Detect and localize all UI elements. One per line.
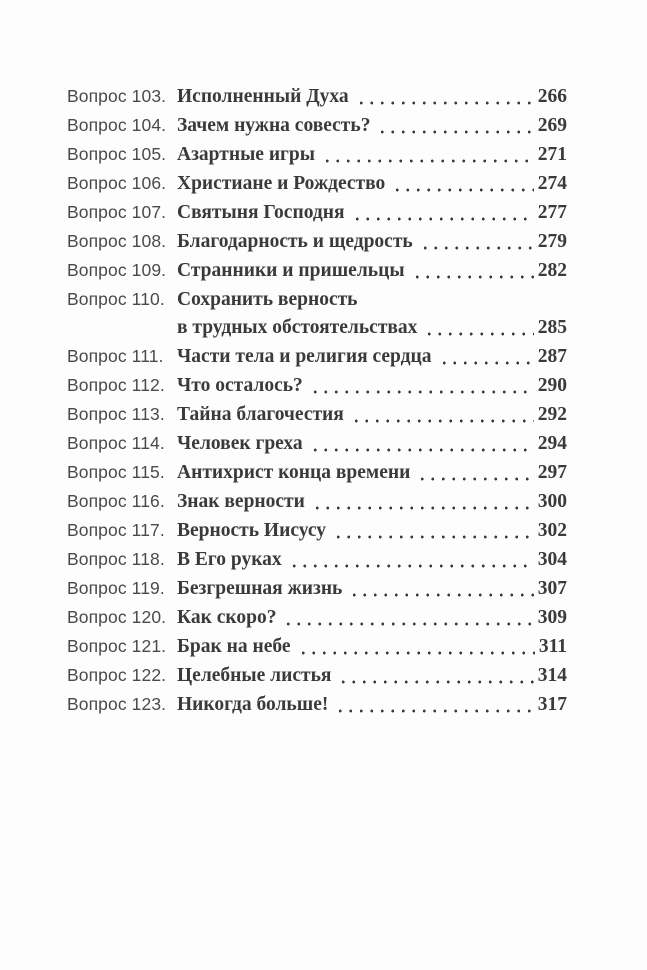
- dot-leader: [320, 140, 534, 169]
- page-number: 294: [537, 433, 567, 454]
- question-number-label: Вопрос 104.: [67, 115, 167, 135]
- entry-title: Что осталось?: [177, 375, 303, 396]
- page-number: 282: [537, 260, 567, 281]
- entry-title: Части тела и религия сердца: [177, 346, 432, 367]
- dot-leader: [354, 82, 534, 111]
- question-number-label: Вопрос 119.: [67, 578, 165, 598]
- entry-title: Брак на небе: [177, 636, 291, 657]
- question-number-label: Вопрос 123.: [67, 694, 167, 714]
- entry-title: Сохранить верность: [177, 289, 358, 310]
- page-number: 266: [537, 86, 567, 107]
- dot-leader: [375, 111, 533, 140]
- dot-leader: [333, 690, 533, 719]
- question-number-label: Вопрос 113.: [67, 404, 165, 424]
- page-number: 285: [537, 317, 567, 338]
- question-number-label: Вопрос 109.: [67, 260, 167, 280]
- dot-leader: [418, 227, 534, 256]
- entry-title: Целебные листья: [177, 665, 332, 686]
- dot-leader: [390, 169, 534, 198]
- toc-entry: [67, 574, 567, 603]
- question-number-label: Вопрос 117.: [67, 520, 165, 540]
- question-number-label: Вопрос 110.: [67, 289, 165, 309]
- question-number-label: Вопрос 115.: [67, 462, 165, 482]
- page-number: 271: [537, 144, 567, 165]
- dot-leader: [437, 342, 534, 371]
- toc-entry: [67, 487, 567, 516]
- dot-leader: [349, 400, 534, 429]
- dot-leader: [331, 516, 534, 545]
- entry-title: Никогда больше!: [177, 694, 329, 715]
- page-number: 279: [537, 231, 567, 252]
- question-number-label: Вопрос 121.: [67, 636, 167, 656]
- entry-title: Знак верности: [177, 491, 305, 512]
- dot-leader: [287, 545, 534, 574]
- dot-leader: [350, 198, 534, 227]
- toc-entry: [67, 82, 567, 111]
- table-of-contents: [67, 82, 567, 719]
- dot-leader: [422, 314, 533, 342]
- page-number: 311: [538, 636, 567, 657]
- page-number: 297: [537, 462, 567, 483]
- dot-leader: [336, 661, 533, 690]
- toc-entry: [67, 169, 567, 198]
- toc-entry: [67, 285, 567, 314]
- question-number-label: Вопрос 108.: [67, 231, 167, 251]
- dot-leader: [296, 632, 535, 661]
- page-number: 317: [537, 694, 567, 715]
- page-number: 314: [537, 665, 567, 686]
- dot-leader: [308, 429, 534, 458]
- dot-leader: [310, 487, 534, 516]
- toc-entry: [67, 632, 567, 661]
- entry-title: в трудных обстоятельствах: [177, 317, 418, 338]
- entry-title: Странники и пришельцы: [177, 260, 405, 281]
- dot-leader: [415, 458, 533, 487]
- question-number-label: Вопрос 106.: [67, 173, 167, 193]
- page-number: 307: [537, 578, 567, 599]
- page-number: 300: [537, 491, 567, 512]
- question-number-label: Вопрос 122.: [67, 665, 167, 685]
- entry-title: Безгрешная жизнь: [177, 578, 343, 599]
- page-number: 290: [537, 375, 567, 396]
- toc-entry: [67, 111, 567, 140]
- question-number-label: Вопрос 120.: [67, 607, 167, 627]
- toc-entry: [67, 227, 567, 256]
- dot-leader: [410, 256, 534, 285]
- question-number-label: Вопрос 116.: [67, 491, 165, 511]
- question-number-label: Вопрос 112.: [67, 375, 165, 395]
- page-number: 269: [537, 115, 567, 136]
- toc-entry: [67, 458, 567, 487]
- question-number-label: Вопрос 105.: [67, 144, 167, 164]
- page-number: 309: [537, 607, 567, 628]
- entry-title: Верность Иисусу: [177, 520, 327, 541]
- toc-entry: [67, 198, 567, 227]
- page-number: 292: [537, 404, 567, 425]
- toc-entry: [67, 371, 567, 400]
- question-number-label: Вопрос 111.: [67, 346, 164, 366]
- entry-title: Зачем нужна совесть?: [177, 115, 371, 136]
- dot-leader: [281, 603, 533, 632]
- entry-title: Антихрист конца времени: [177, 462, 411, 483]
- toc-entry: [67, 342, 567, 371]
- toc-entry: [67, 256, 567, 285]
- entry-title: Как скоро?: [177, 607, 277, 628]
- toc-entry: [67, 140, 567, 169]
- dot-leader: [347, 574, 533, 603]
- question-number-label: Вопрос 118.: [67, 549, 165, 569]
- toc-entry: [67, 400, 567, 429]
- page-number: 277: [537, 202, 567, 223]
- question-number-label: Вопрос 107.: [67, 202, 167, 222]
- entry-title: Исполненный Духа: [177, 86, 349, 107]
- page-number: 304: [537, 549, 567, 570]
- entry-title: Тайна благочестия: [177, 404, 344, 425]
- toc-entry: [67, 429, 567, 458]
- page-number: 287: [537, 346, 567, 367]
- toc-entry: [67, 314, 567, 342]
- toc-entry: [67, 690, 567, 719]
- entry-title: Азартные игры: [177, 144, 315, 165]
- toc-entry: [67, 661, 567, 690]
- page-number: 302: [537, 520, 567, 541]
- toc-entry: [67, 603, 567, 632]
- entry-title: Христиане и Рождество: [177, 173, 386, 194]
- page-number: 274: [537, 173, 567, 194]
- question-number-label: Вопрос 114.: [67, 433, 165, 453]
- entry-title: Благодарность и щедрость: [177, 231, 413, 252]
- toc-entry: [67, 545, 567, 574]
- question-number-label: Вопрос 103.: [67, 86, 167, 106]
- entry-title: Человек греха: [177, 433, 303, 454]
- entry-title: Святыня Господня: [177, 202, 345, 223]
- toc-entry: [67, 516, 567, 545]
- entry-title: В Его руках: [177, 549, 282, 570]
- dot-leader: [308, 371, 534, 400]
